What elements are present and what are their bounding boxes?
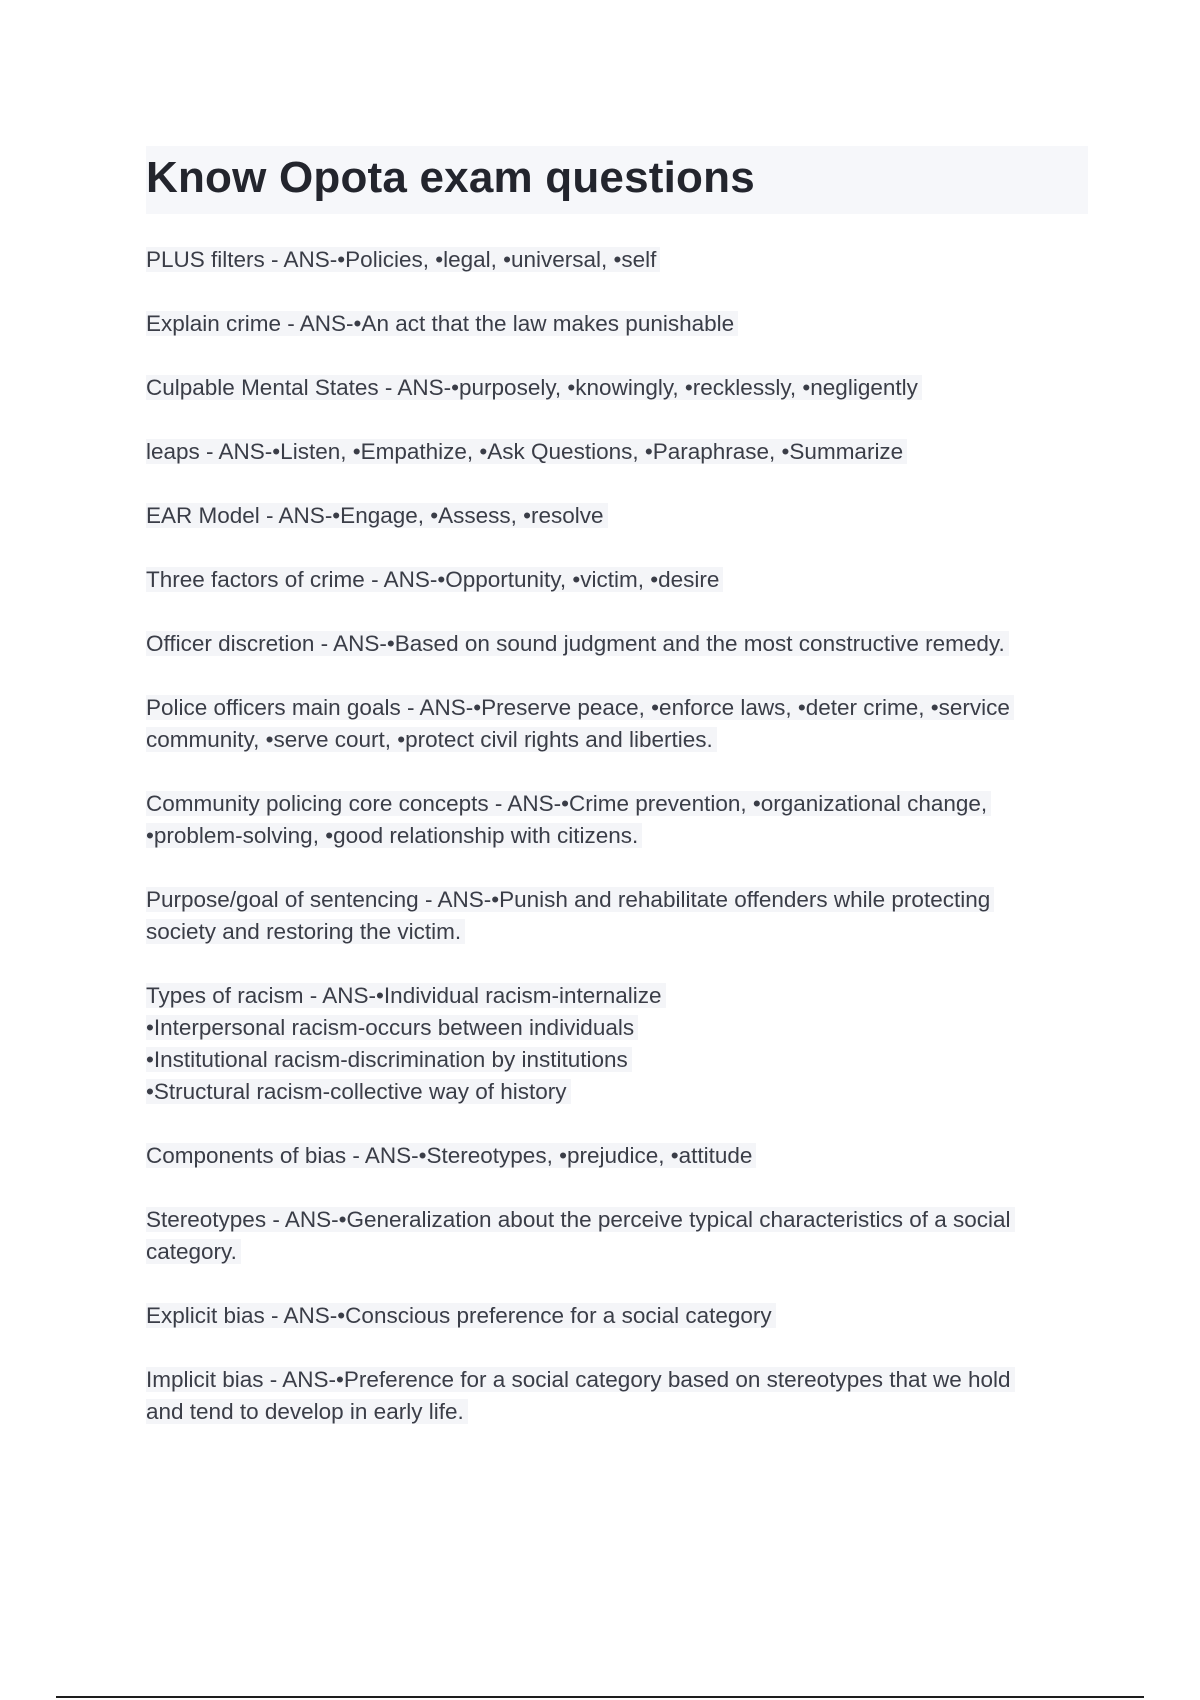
qa-line-text: Types of racism - ANS-•Individual racism-internalize <box>146 983 666 1008</box>
page-title: Know Opota exam questions <box>146 153 755 202</box>
qa-line-text: •problem-solving, •good relationship with citizens. <box>146 823 642 848</box>
qa-item <box>146 1204 1086 1268</box>
qa-line <box>146 628 1086 660</box>
qa-line-text: EAR Model - ANS-•Engage, •Assess, •resolve <box>146 503 608 528</box>
qa-line <box>146 1076 1086 1108</box>
footer-divider <box>56 1696 1144 1698</box>
qa-line-text: Stereotypes - ANS-•Generalization about the perceive typical characteristics of a social <box>146 1207 1015 1232</box>
qa-item <box>146 564 1086 596</box>
qa-item <box>146 884 1086 948</box>
qa-line-text: •Structural racism-collective way of history <box>146 1079 571 1104</box>
qa-item <box>146 1300 1086 1332</box>
qa-line <box>146 1204 1086 1236</box>
qa-line <box>146 692 1086 724</box>
qa-line <box>146 916 1086 948</box>
qa-line <box>146 436 1086 468</box>
qa-line-text: Culpable Mental States - ANS-•purposely, •knowingly, •recklessly, •negligently <box>146 375 922 400</box>
qa-line <box>146 884 1086 916</box>
qa-line <box>146 1236 1086 1268</box>
qa-line <box>146 564 1086 596</box>
qa-line-text: •Interpersonal racism-occurs between individuals <box>146 1015 638 1040</box>
qa-line-text: community, •serve court, •protect civil rights and liberties. <box>146 727 717 752</box>
qa-item <box>146 692 1086 756</box>
qa-line-text: Three factors of crime - ANS-•Opportunity, •victim, •desire <box>146 567 723 592</box>
qa-item <box>146 788 1086 852</box>
qa-line-text: Police officers main goals - ANS-•Preserve peace, •enforce laws, •deter crime, •service <box>146 695 1014 720</box>
qa-line-text: Community policing core concepts - ANS-•Crime prevention, •organizational change, <box>146 791 991 816</box>
qa-line-text: leaps - ANS-•Listen, •Empathize, •Ask Questions, •Paraphrase, •Summarize <box>146 439 907 464</box>
qa-line-text: Officer discretion - ANS-•Based on sound judgment and the most constructive remedy. <box>146 631 1009 656</box>
qa-line <box>146 372 1086 404</box>
qa-line <box>146 500 1086 532</box>
qa-line-text: Explicit bias - ANS-•Conscious preference for a social category <box>146 1303 776 1328</box>
qa-item <box>146 500 1086 532</box>
qa-line-text: Explain crime - ANS-•An act that the law makes punishable <box>146 311 738 336</box>
qa-line <box>146 1364 1086 1396</box>
qa-line-text: Implicit bias - ANS-•Preference for a social category based on stereotypes that we hold <box>146 1367 1015 1392</box>
qa-item <box>146 308 1086 340</box>
qa-list <box>146 244 1086 1460</box>
qa-line-text: Purpose/goal of sentencing - ANS-•Punish and rehabilitate offenders while protecting <box>146 887 994 912</box>
qa-item <box>146 1140 1086 1172</box>
title-block <box>146 146 1088 214</box>
qa-line <box>146 1044 1086 1076</box>
qa-line <box>146 980 1086 1012</box>
qa-item <box>146 436 1086 468</box>
qa-line <box>146 1012 1086 1044</box>
qa-line <box>146 1140 1086 1172</box>
qa-line <box>146 244 1086 276</box>
qa-line-text: Components of bias - ANS-•Stereotypes, •prejudice, •attitude <box>146 1143 756 1168</box>
qa-item <box>146 628 1086 660</box>
qa-line <box>146 1396 1086 1428</box>
qa-item <box>146 244 1086 276</box>
qa-line <box>146 724 1086 756</box>
qa-line <box>146 1300 1086 1332</box>
qa-line-text: PLUS filters - ANS-•Policies, •legal, •universal, •self <box>146 247 660 272</box>
qa-line <box>146 788 1086 820</box>
qa-line-text: and tend to develop in early life. <box>146 1399 468 1424</box>
qa-line-text: society and restoring the victim. <box>146 919 465 944</box>
qa-item <box>146 372 1086 404</box>
qa-item <box>146 980 1086 1108</box>
qa-line <box>146 820 1086 852</box>
qa-item <box>146 1364 1086 1428</box>
qa-line-text: category. <box>146 1239 241 1264</box>
qa-line <box>146 308 1086 340</box>
qa-line-text: •Institutional racism-discrimination by institutions <box>146 1047 632 1072</box>
